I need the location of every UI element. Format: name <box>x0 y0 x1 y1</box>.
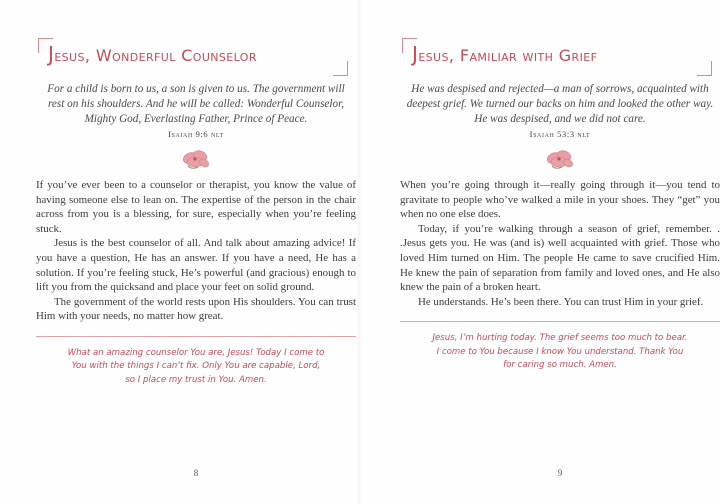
left-body-text <box>36 178 356 324</box>
page-gutter <box>358 0 362 504</box>
title-initial: J <box>412 42 419 66</box>
left-page-number: 8 <box>193 468 199 478</box>
body-paragraph: Jesus is the best counselor of all. And talk about amazing advice! If you have a question, He has an answer. If you have a need, He has a solution. If you’re feeling stuck, He’s powerful (and gracious) enough to lift you from the quicksand and place your feet on solid ground. <box>36 237 356 294</box>
title-rest: esus, Familiar with Grief <box>418 46 598 65</box>
body-paragraph: The government of the world rests upon His shoulders. You can trust Him with your needs, no matter how great. <box>36 295 356 323</box>
right-verse: He was despised and rejected—a man of sorrows, acquainted with deepest grief. We turned our backs on him and looked the other way. He was despised, and we did not care. <box>406 83 714 125</box>
left-page-title <box>48 42 257 66</box>
right-page <box>400 0 720 504</box>
left-prayer: What an amazing counselor You are, Jesus! Today I come to You with the things I can’t fix. Only You are capable, Lord, so I place my trust in You. Amen. <box>67 347 325 385</box>
right-prayer: Jesus, I’m hurting today. The grief seems too much to bear. I come to You because I know You understand. Thank You for caring so much. Amen. <box>432 333 688 371</box>
frame-corner-bottom-right <box>697 61 712 76</box>
left-page <box>36 0 356 504</box>
body-paragraph: Today, if you’re walking through a season of grief, remember. . .Jesus gets you. He was (and is) well acquainted with grief. Those who loved Him turned on Him. The people He came to save crucified Him. He knew the pain of separation from family and loved ones, and He also knew the pain of a broken heart. <box>400 222 720 294</box>
left-title-box <box>36 36 356 76</box>
prayer-divider <box>36 336 356 337</box>
flower-icon <box>542 146 578 172</box>
frame-corner-bottom-right <box>333 61 348 76</box>
body-paragraph: When you’re going through it—really going through it—you tend to gravitate to people who’ve walked a mile in your shoes. They “get” you when no one else does. <box>400 179 720 221</box>
left-verse: For a child is born to us, a son is given to us. The government will rest on his shoulders. And he will be called: Wonderful Counselor, Mighty God, Everlasting Father, Prince of Peace. <box>47 83 345 125</box>
right-body-text <box>400 178 720 309</box>
right-page-title <box>412 42 597 66</box>
body-paragraph: If you’ve ever been to a counselor or therapist, you know the value of having someone else to lean on. The expertise of the person in the chair across from you is a blessing, for sure, especially when you’re feeling stuck. <box>36 179 356 235</box>
right-verse-reference: Isaiah 53:3 nlt <box>529 129 591 139</box>
left-verse-reference: Isaiah 9:6 nlt <box>168 129 224 139</box>
title-rest: esus, Wonderful Counselor <box>54 46 257 65</box>
flower-icon <box>178 146 214 172</box>
right-page-number: 9 <box>557 468 563 478</box>
right-title-box <box>400 36 720 76</box>
title-initial: J <box>48 42 55 66</box>
body-paragraph: He understands. He’s been there. You can trust Him in your grief. <box>418 295 704 308</box>
prayer-divider <box>400 321 720 322</box>
